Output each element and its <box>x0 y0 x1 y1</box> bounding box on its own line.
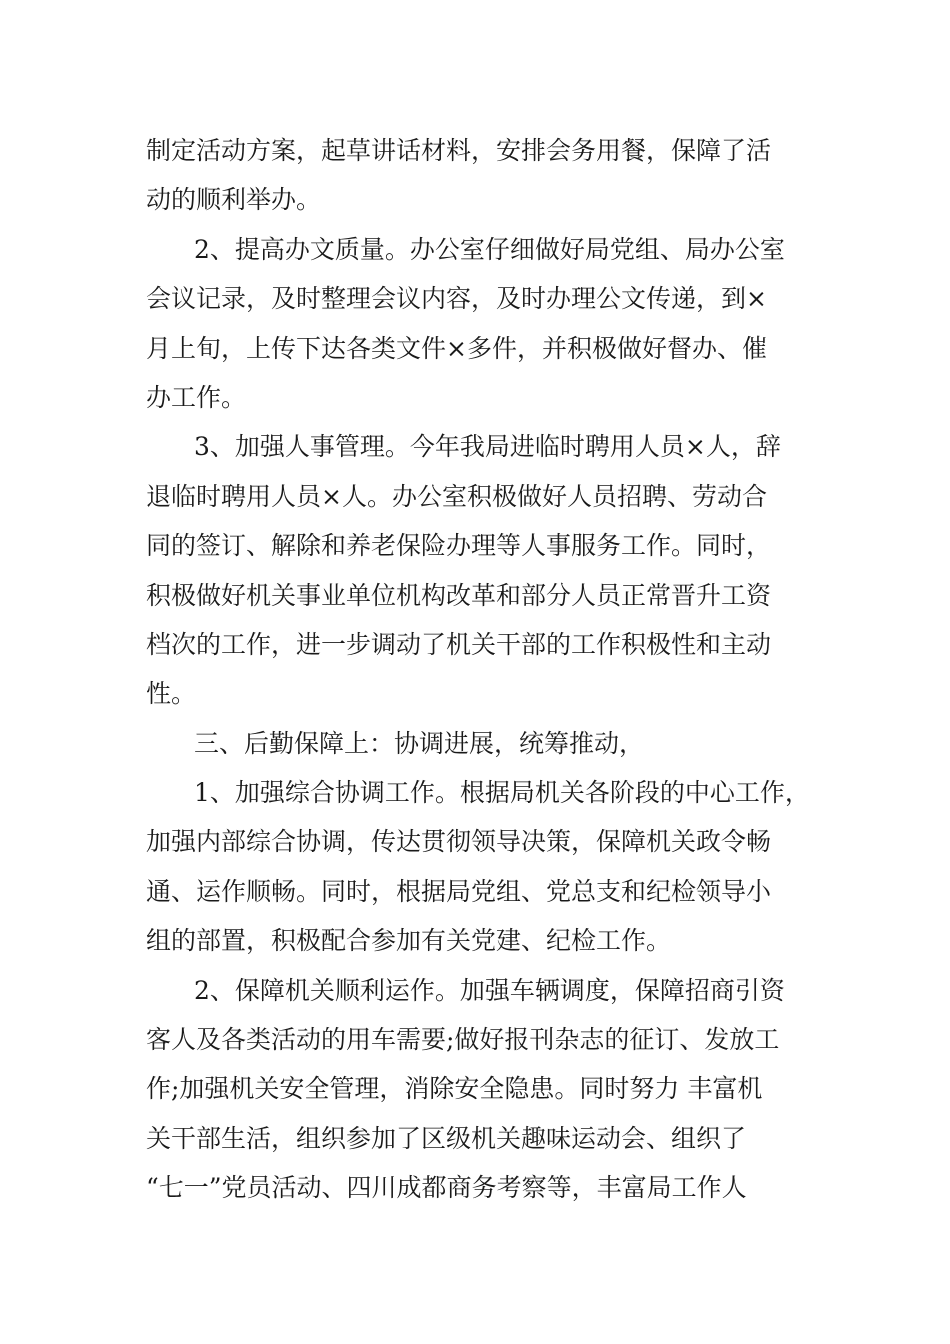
text-line: 制定活动方案，起草讲话材料，安排会务用餐，保障了活 <box>146 136 772 165</box>
text-line: 通、运作顺畅。同时，根据局党组、党总支和纪检领导小 <box>146 876 772 906</box>
paragraph-start-line: 3、加强人事管理。今年我局进临时聘用人员×人，辞 <box>194 432 781 462</box>
text-line: 积极做好机关事业单位机构改革和部分人员正常晋升工资 <box>146 580 772 610</box>
text-line: 作;加强机关安全管理，消除安全隐患。同时努力 丰富机 <box>146 1074 763 1104</box>
text-line: 同的签订、解除和养老保险办理等人事服务工作。同时， <box>146 531 772 561</box>
text-line: “七一”党员活动、四川成都商务考察等，丰富局工作人 <box>146 1173 747 1203</box>
text-line: 动的顺利举办。 <box>146 185 322 215</box>
text-line: 办工作。 <box>146 382 247 412</box>
text-line: 退临时聘用人员×人。办公室积极做好人员招聘、劳动合 <box>146 481 767 511</box>
text-line: 档次的工作，进一步调动了机关干部的工作积极性和主动 <box>146 629 772 659</box>
section-heading: 三、后勤保障上：协调进展，统筹推动， <box>194 728 645 758</box>
paragraph-start-line: 1、加强综合协调工作。根据局机关各阶段的中心工作， <box>194 778 810 808</box>
text-line: 关干部生活，组织参加了区级机关趣味运动会、组织了 <box>146 1123 747 1153</box>
text-line: 会议记录，及时整理会议内容，及时办理公文传递，到× <box>146 284 767 314</box>
text-line: 客人及各类活动的用车需要;做好报刊杂志的征订、发放工 <box>146 1025 780 1055</box>
paragraph-start-line: 2、保障机关顺利运作。加强车辆调度，保障招商引资 <box>194 975 785 1005</box>
text-line: 月上旬，上传下达各类文件×多件，并积极做好督办、催 <box>146 333 767 363</box>
document-body <box>146 126 816 1213</box>
paragraph-start-line: 2、提高办文质量。办公室仔细做好局党组、局办公室 <box>194 234 785 264</box>
text-line: 性。 <box>146 679 197 709</box>
text-line: 组的部置，积极配合参加有关党建、纪检工作。 <box>146 926 672 956</box>
text-line: 加强内部综合协调，传达贯彻领导决策，保障机关政令畅 <box>146 827 772 857</box>
